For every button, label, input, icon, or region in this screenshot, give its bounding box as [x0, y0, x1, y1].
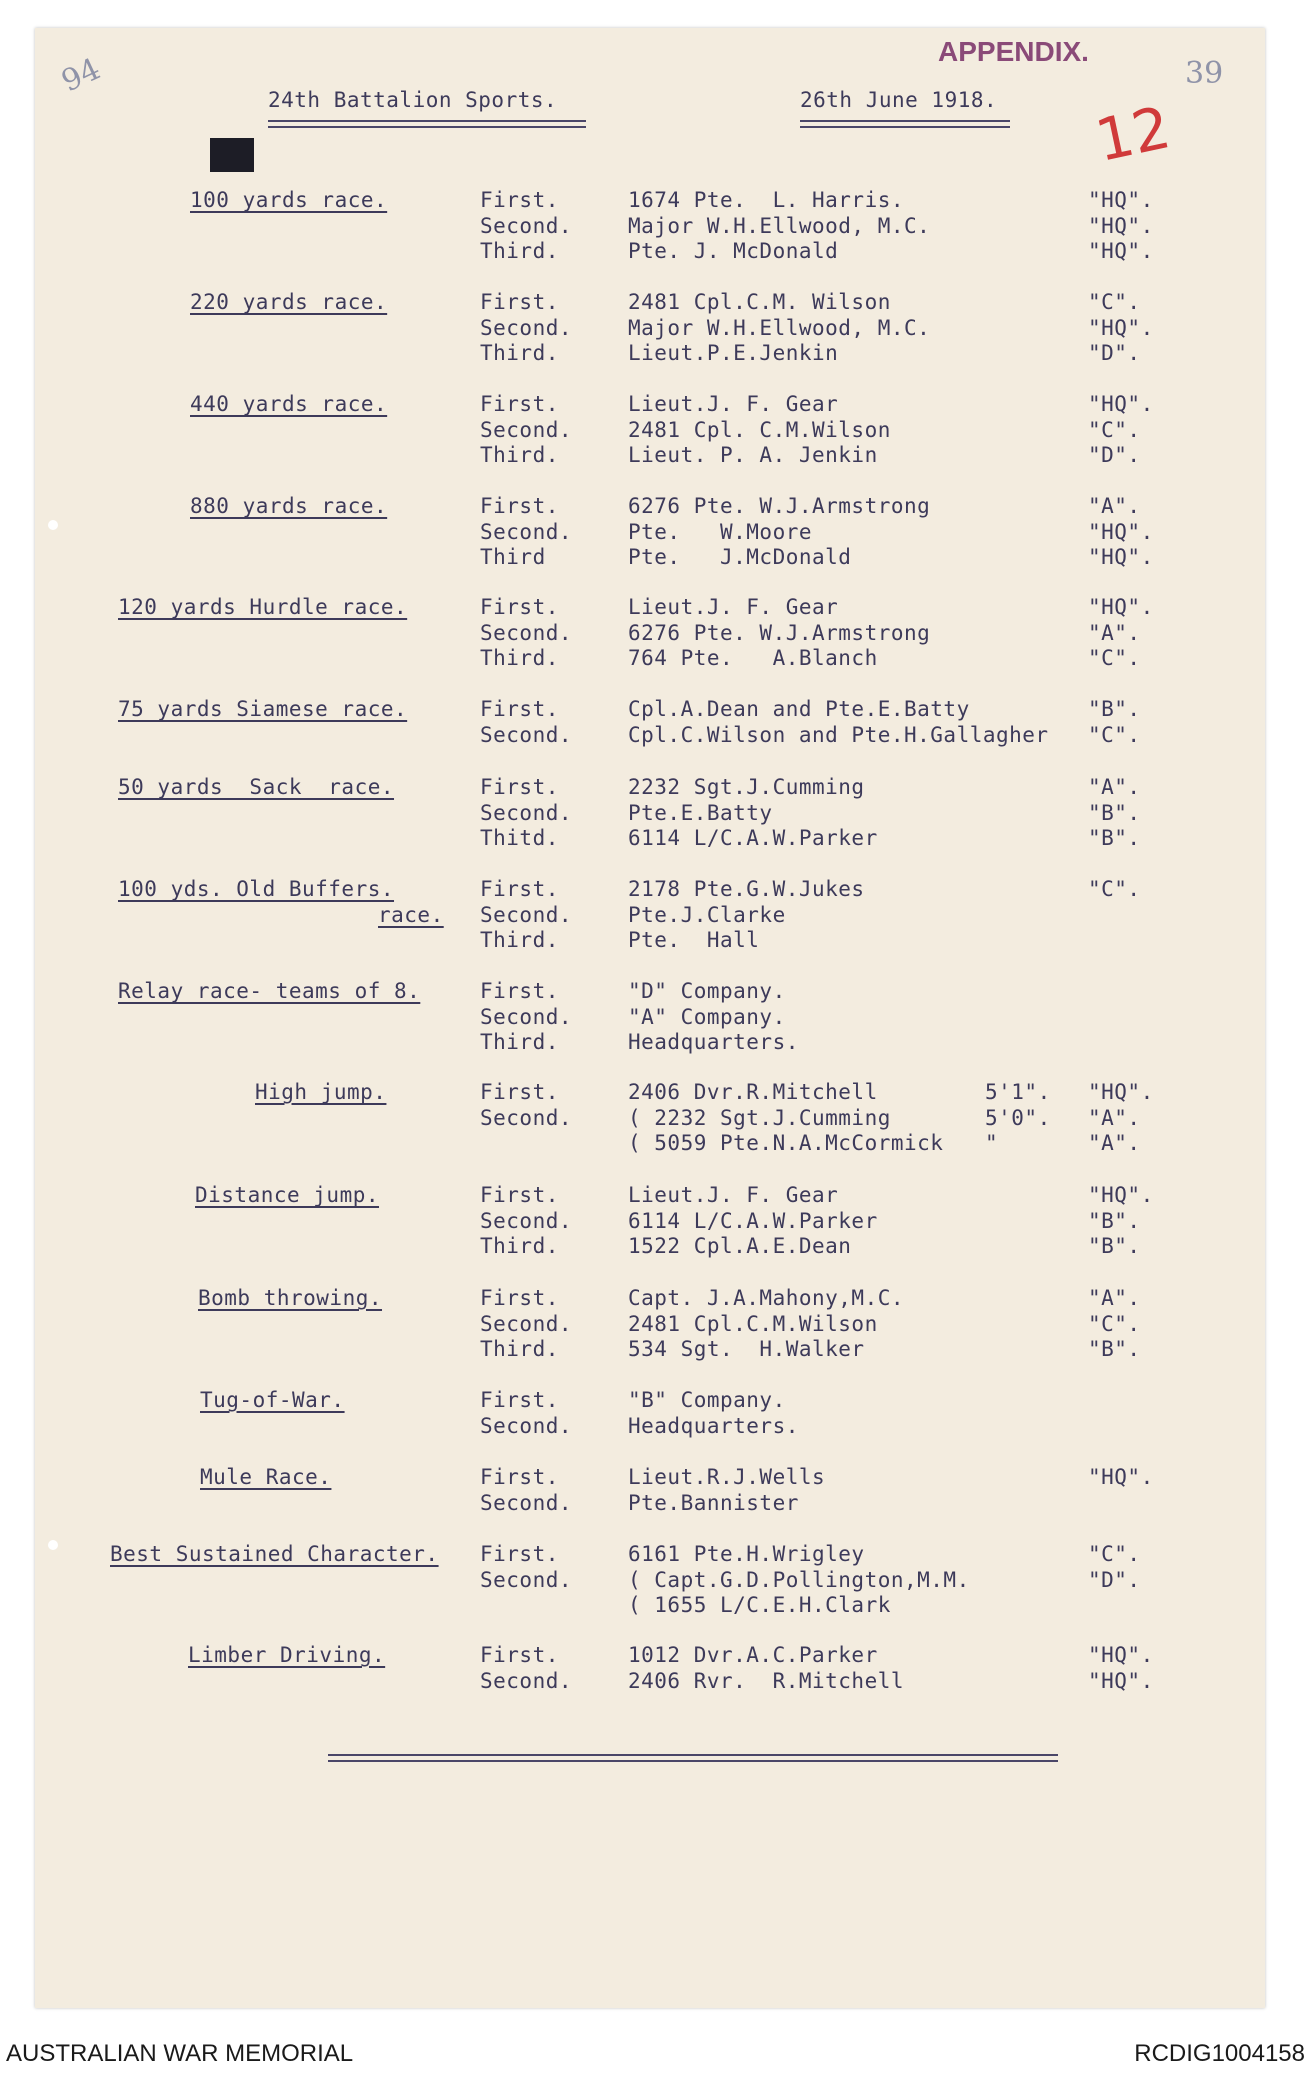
result-unit: "C". — [1088, 417, 1141, 442]
page-number: 39 — [1185, 56, 1224, 91]
result-place: Third — [480, 545, 546, 569]
result-place: First. — [480, 188, 559, 212]
event-name: 220 yards race. — [190, 290, 388, 314]
result-place: Second. — [480, 519, 573, 544]
result-name: Pte.E.Batty — [628, 800, 773, 825]
result-name: 2232 Sgt.J.Cumming — [628, 775, 865, 799]
result-unit: "HQ". — [1088, 239, 1154, 263]
result-name: Pte. J. McDonald — [628, 239, 839, 263]
result-place: Thitd. — [480, 826, 559, 850]
result-place: Second. — [480, 417, 573, 442]
result-place: First. — [480, 290, 559, 314]
result-unit: "HQ". — [1088, 1465, 1154, 1489]
result-height: " — [985, 1131, 999, 1155]
result-name: Cpl.C.Wilson and Pte.H.Gallagher — [628, 722, 1049, 747]
red-pencil-mark: 12 — [1089, 93, 1177, 175]
result-place: Second. — [480, 1311, 573, 1336]
result-unit: "HQ". — [1088, 392, 1154, 416]
event-name: 50 yards Sack race. — [118, 775, 395, 799]
result-place: Second. — [480, 1004, 573, 1029]
result-unit: "B". — [1088, 697, 1141, 721]
result-place: First. — [480, 697, 559, 721]
result-place: Third. — [480, 928, 559, 952]
result-place: First. — [480, 1080, 559, 1104]
result-name: "B" Company. — [628, 1388, 786, 1412]
result-name: 2406 Dvr.R.Mitchell — [628, 1080, 878, 1104]
result-name: 2481 Cpl. C.M.Wilson — [628, 417, 891, 442]
result-unit: "HQ". — [1088, 188, 1154, 212]
document-title: 24th Battalion Sports. — [268, 88, 558, 112]
result-name: Cpl.A.Dean and Pte.E.Batty — [628, 697, 970, 721]
binding-hole — [48, 1540, 58, 1550]
event-name: 75 yards Siamese race. — [118, 697, 408, 721]
closing-rule — [328, 1754, 1058, 1762]
appendix-stamp: APPENDIX. — [938, 36, 1089, 67]
result-name: 1012 Dvr.A.C.Parker — [628, 1643, 878, 1667]
result-place: First. — [480, 877, 559, 901]
result-name: 2178 Pte.G.W.Jukes — [628, 877, 865, 901]
result-place: First. — [480, 1183, 559, 1207]
binding-hole — [48, 520, 58, 530]
result-unit: "A". — [1088, 620, 1141, 645]
result-name: 1674 Pte. L. Harris. — [628, 188, 905, 212]
result-unit: "HQ". — [1088, 1183, 1154, 1207]
result-name: Pte. J.McDonald — [628, 545, 852, 569]
result-name: 2481 Cpl.C.M.Wilson — [628, 1311, 878, 1336]
result-name: 1522 Cpl.A.E.Dean — [628, 1234, 852, 1258]
result-name: 6114 L/C.A.W.Parker — [628, 1208, 878, 1233]
date-underline — [800, 120, 1010, 128]
result-place: Third. — [480, 646, 559, 670]
event-name: Best Sustained Character. — [110, 1542, 439, 1566]
event-name: Distance jump. — [195, 1183, 380, 1207]
result-name: 6161 Pte.H.Wrigley — [628, 1542, 865, 1566]
result-unit: "HQ". — [1088, 1643, 1154, 1667]
result-unit: "HQ". — [1088, 545, 1154, 569]
result-name: Capt. J.A.Mahony,M.C. — [628, 1286, 905, 1310]
result-name: 6114 L/C.A.W.Parker — [628, 826, 878, 850]
result-height: 5'0". — [985, 1105, 1051, 1130]
event-name-continued: race. — [378, 902, 444, 927]
result-name: 6276 Pte. W.J.Armstrong — [628, 620, 931, 645]
result-unit: "HQ". — [1088, 1668, 1154, 1693]
result-unit: "C". — [1088, 1311, 1141, 1336]
result-name: Major W.H.Ellwood, M.C. — [628, 315, 931, 340]
result-name: Pte. W.Moore — [628, 519, 813, 544]
result-unit: "B". — [1088, 1208, 1141, 1233]
result-unit: "A". — [1088, 1105, 1141, 1130]
result-place: Second. — [480, 1567, 573, 1592]
result-place: Third. — [480, 1030, 559, 1054]
result-place: Third. — [480, 1337, 559, 1361]
result-unit: "C". — [1088, 646, 1141, 670]
result-height: 5'1". — [985, 1080, 1051, 1104]
result-place: First. — [480, 494, 559, 518]
result-unit: "D". — [1088, 443, 1141, 467]
result-unit: "HQ". — [1088, 595, 1154, 619]
result-unit: "D". — [1088, 1567, 1141, 1592]
result-unit: "A". — [1088, 494, 1141, 518]
document-date: 26th June 1918. — [800, 88, 998, 112]
result-place: Third. — [480, 443, 559, 467]
result-place: First. — [480, 1643, 559, 1667]
result-unit: "C". — [1088, 1542, 1141, 1566]
result-unit: "HQ". — [1088, 1080, 1154, 1104]
result-unit: "B". — [1088, 1337, 1141, 1361]
result-name: 2481 Cpl.C.M. Wilson — [628, 290, 891, 314]
result-place: Second. — [480, 1668, 573, 1693]
result-unit: "D". — [1088, 341, 1141, 365]
result-place: Second. — [480, 315, 573, 340]
result-place: Second. — [480, 213, 573, 238]
result-name: Lieut.J. F. Gear — [628, 1183, 839, 1207]
result-unit: "HQ". — [1088, 315, 1154, 340]
result-place: First. — [480, 775, 559, 799]
result-place: Third. — [480, 239, 559, 263]
result-place: First. — [480, 979, 559, 1003]
result-unit: "HQ". — [1088, 519, 1154, 544]
result-unit: "B". — [1088, 1234, 1141, 1258]
result-name: Headquarters. — [628, 1030, 799, 1054]
result-place: Second. — [480, 1105, 573, 1130]
result-unit: "C". — [1088, 877, 1141, 901]
result-place: First. — [480, 595, 559, 619]
result-name: 6276 Pte. W.J.Armstrong — [628, 494, 931, 518]
result-place: First. — [480, 1465, 559, 1489]
result-name: 534 Sgt. H.Walker — [628, 1337, 865, 1361]
title-underline — [268, 120, 586, 128]
result-name: Pte.Bannister — [628, 1490, 799, 1515]
result-place: First. — [480, 392, 559, 416]
result-place: Second. — [480, 1413, 573, 1438]
result-place: Third. — [480, 1234, 559, 1258]
event-name: Mule Race. — [200, 1465, 332, 1489]
event-name: 880 yards race. — [190, 494, 388, 518]
ink-blot — [210, 138, 254, 172]
result-name: Pte. Hall — [628, 928, 760, 952]
result-name: ( 5059 Pte.N.A.McCormick — [628, 1131, 944, 1155]
event-name: 120 yards Hurdle race. — [118, 595, 408, 619]
result-unit: "A". — [1088, 775, 1141, 799]
result-name: "D" Company. — [628, 979, 786, 1003]
result-name: ( 1655 L/C.E.H.Clark — [628, 1593, 891, 1617]
result-unit: "HQ". — [1088, 213, 1154, 238]
result-name: Major W.H.Ellwood, M.C. — [628, 213, 931, 238]
result-name: Lieut.J. F. Gear — [628, 595, 839, 619]
event-name: Relay race- teams of 8. — [118, 979, 421, 1003]
result-place: Second. — [480, 1208, 573, 1233]
result-name: Headquarters. — [628, 1413, 799, 1438]
result-place: Second. — [480, 722, 573, 747]
footer-left: AUSTRALIAN WAR MEMORIAL — [6, 2040, 354, 2067]
event-name: Tug-of-War. — [200, 1388, 345, 1412]
event-name: 440 yards race. — [190, 392, 388, 416]
result-name: 764 Pte. A.Blanch — [628, 646, 878, 670]
result-name: 2406 Rvr. R.Mitchell — [628, 1668, 905, 1693]
result-unit: "B". — [1088, 826, 1141, 850]
result-place: Second. — [480, 620, 573, 645]
footer-right: RCDIG1004158 — [1134, 2040, 1305, 2067]
result-place: Second. — [480, 902, 573, 927]
event-name: 100 yds. Old Buffers. — [118, 877, 395, 901]
result-place: First. — [480, 1388, 559, 1412]
event-name: Bomb throwing. — [198, 1286, 383, 1310]
result-unit: "C". — [1088, 722, 1141, 747]
result-unit: "B". — [1088, 800, 1141, 825]
result-name: Pte.J.Clarke — [628, 902, 786, 927]
result-unit: "A". — [1088, 1286, 1141, 1310]
event-name: Limber Driving. — [188, 1643, 386, 1667]
event-name: 100 yards race. — [190, 188, 388, 212]
result-place: First. — [480, 1542, 559, 1566]
event-name: High jump. — [255, 1080, 387, 1104]
result-unit: "C". — [1088, 290, 1141, 314]
result-name: Lieut.P.E.Jenkin — [628, 341, 839, 365]
result-place: Third. — [480, 341, 559, 365]
result-place: Second. — [480, 1490, 573, 1515]
result-name: Lieut.J. F. Gear — [628, 392, 839, 416]
result-place: First. — [480, 1286, 559, 1310]
result-name: Lieut. P. A. Jenkin — [628, 443, 878, 467]
result-name: ( 2232 Sgt.J.Cumming — [628, 1105, 891, 1130]
result-place: Second. — [480, 800, 573, 825]
result-name: "A" Company. — [628, 1004, 786, 1029]
result-name: ( Capt.G.D.Pollington,M.M. — [628, 1567, 970, 1592]
result-unit: "A". — [1088, 1131, 1141, 1155]
result-name: Lieut.R.J.Wells — [628, 1465, 826, 1489]
folio-number: 94 — [56, 51, 106, 100]
